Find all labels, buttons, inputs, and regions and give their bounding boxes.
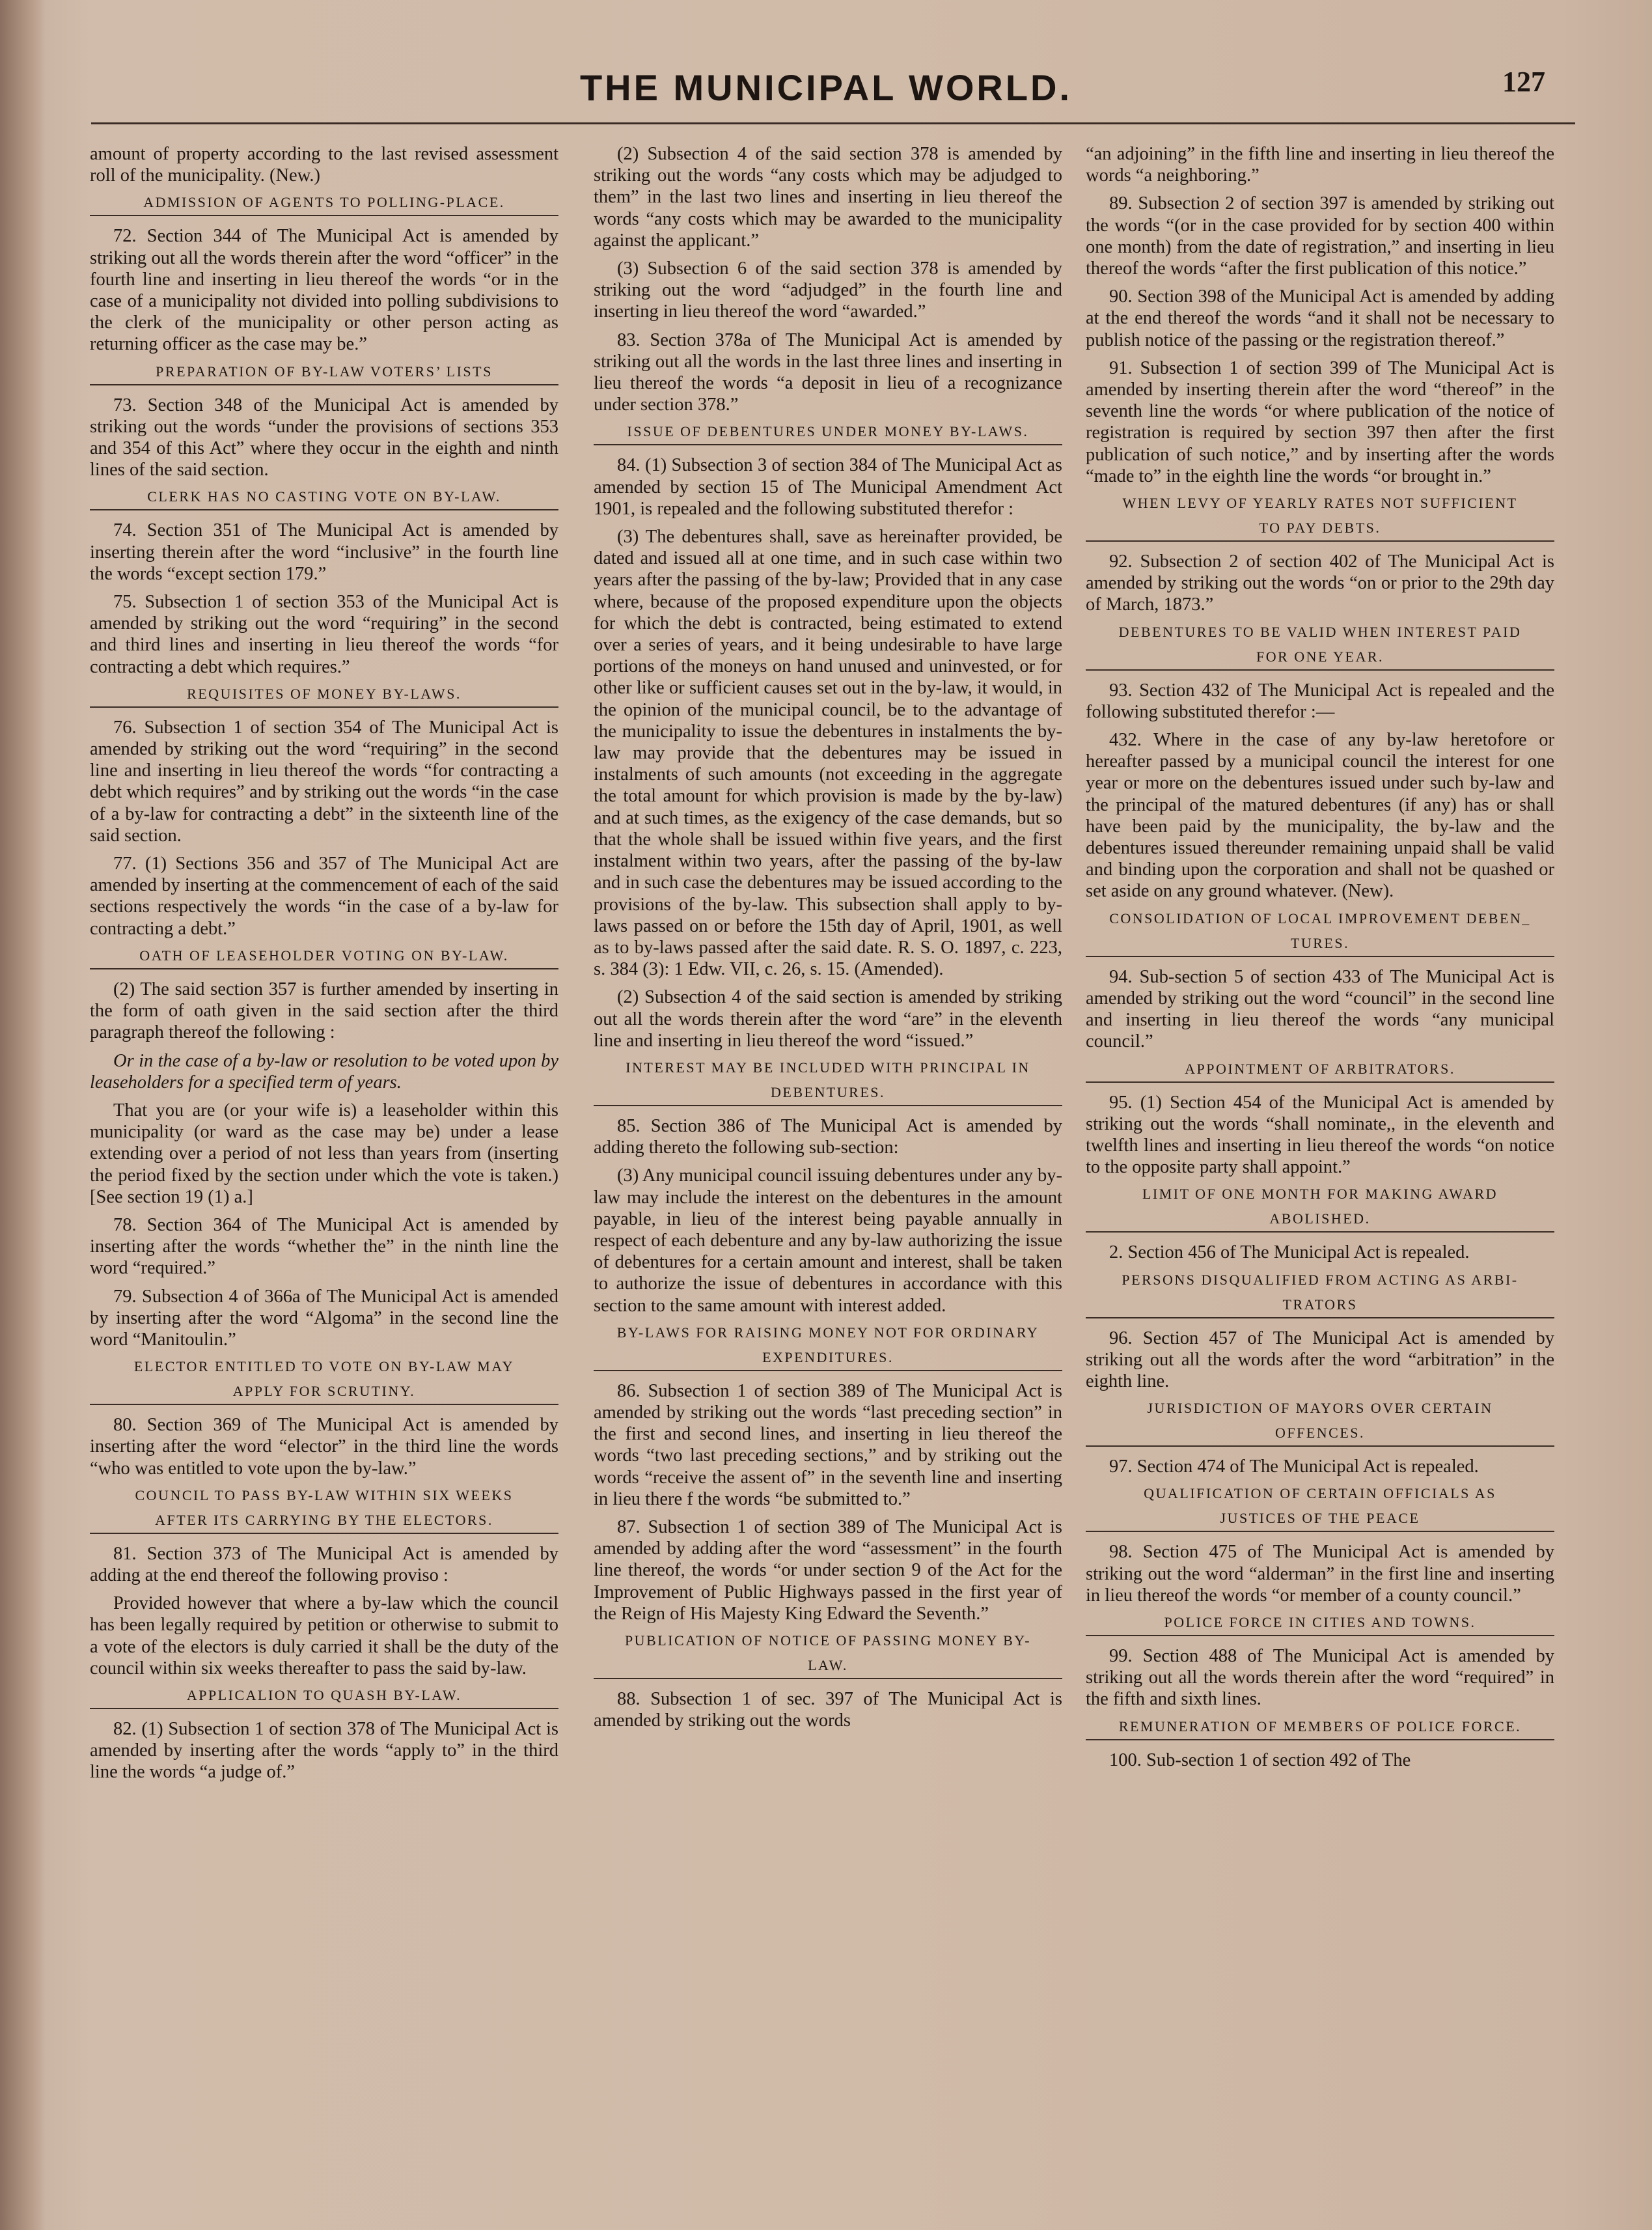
paragraph: 2. Section 456 of The Municipal Act is repealed. [1109, 1242, 1470, 1263]
paragraph: (2) Subsection 4 of the said section is amended by striking out all the words therein after the word “are” in the eleventh line and inserting in lieu thereof the word “issued.” [594, 987, 1062, 1051]
section-heading: DEBENTURES. [594, 1083, 1062, 1106]
column-3 [1086, 143, 1554, 1777]
paragraph: 87. Subsection 1 of section 389 of The Municipal Act is amended by adding after the word “assessment” in the fourth line thereof, the words “or under section 9 of the Act for the Improvement of Public Highways passed in the first year of the Reign of His Majesty King Edward the Seventh.” [594, 1516, 1062, 1624]
paragraph: 99. Section 488 of The Municipal Act is amended by striking out all the words therein after the word “required” in the fifth and sixth lines. [1086, 1645, 1554, 1710]
section-heading: LIMIT OF ONE MONTH FOR MAKING AWARD [1142, 1186, 1498, 1203]
paragraph: 85. Section 386 of The Municipal Act is amended by adding thereto the following sub-section: [594, 1115, 1062, 1158]
section-heading: TO PAY DEBTS. [1086, 518, 1554, 542]
paragraph: 97. Section 474 of The Municipal Act is repealed. [1109, 1456, 1479, 1477]
section-heading: AFTER ITS CARRYING BY THE ELECTORS. [90, 1511, 558, 1534]
paragraph: 74. Section 351 of The Municipal Act is amended by inserting therein after the word “inclusive” in the fourth line the words “except section 179.” [90, 520, 558, 584]
section-heading: JURISDICTION OF MAYORS OVER CERTAIN [1147, 1400, 1493, 1417]
paragraph: 80. Section 369 of The Municipal Act is amended by inserting after the word “elector” in the third line the words “who was entitled to vote upon the by-law.” [90, 1415, 558, 1479]
paragraph: 86. Subsection 1 of section 389 of The Municipal Act is amended by striking out the words “last preceding section” in the first and second lines, and inserting in lieu thereof the words “two last preceding sections,” and by striking out the words “receive the assent of” in the seventh line and inserting in lieu there f the words “be submitted to.” [594, 1380, 1062, 1509]
paragraph: 84. (1) Subsection 3 of section 384 of The Municipal Act as amended by section 15 of The Municipal Amendment Act 1901, is repealed and the following substituted therefor : [594, 455, 1062, 519]
section-heading: FOR ONE YEAR. [1086, 647, 1554, 671]
paragraph: Or in the case of a by-law or resolution to be voted upon by leaseholders for a specified term of years. [90, 1050, 558, 1093]
paragraph: 78. Section 364 of The Municipal Act is amended by inserting after the words “whether the” in the ninth line the word “required.” [90, 1214, 558, 1279]
paragraph: 94. Sub-section 5 of section 433 of The Municipal Act is amended by striking out the word “council” in the second line and inserting in lieu thereof the words “any municipal council.” [1086, 966, 1554, 1052]
paragraph: “an adjoining” in the fifth line and inserting in lieu thereof the words “a neighboring.” [1086, 144, 1554, 186]
paragraph: 76. Subsection 1 of section 354 of The Municipal Act is amended by striking out the word “requiring” in the second line and inserting in lieu thereof the words “for contracting a debt which requires” and by striking out the words “in the case of a by-law for contracting a debt” in the sixteenth line of the said section. [90, 717, 558, 846]
paragraph: 95. (1) Section 454 of the Municipal Act is amended by striking out the words “shall nominate,, in the eleventh and twelfth lines and inserting in lieu thereof the words “on notice to the opposite party shall appoint.” [1086, 1092, 1554, 1178]
section-heading: LAW. [594, 1656, 1062, 1679]
paragraph: 92. Subsection 2 of section 402 of The Municipal Act is amended by striking out the words “on or prior to the 29th day of March, 1873.” [1086, 551, 1554, 615]
section-heading: ADMISSION OF AGENTS TO POLLING-PLACE. [90, 193, 558, 216]
section-heading: ELECTOR ENTITLED TO VOTE ON BY-LAW MAY [133, 1358, 515, 1375]
paragraph: (3) The debentures shall, save as hereinafter provided, be dated and issued all at one time, and in such case within two years after the passing of the by-law; Provided that in any case where, because of the proposed expenditure upon the objects for which the debt is contracted, being estimated to extend over a series of years, and it being undesirable to have large portions of the moneys on hand unused and uninvested, or for other like or sufficient causes set out in the by-law, it would, in the opinion of the municipal council, be to the advantage of the municipality to issue the debentures in instalments the by-law may provide that the debentures may be issued in instalments of such amounts (not exceeding in the aggregate the total amount for which provision is made by the by-law) and at such times, as the exigency of the case demands, but so that the whole shall be issued within five years, and the first instalment within two years, after the passing of the by-law and in such case the debentures may be issued according to the provisions of the by-law. This subsection shall apply to by-laws passed on or before the 15th day of April, 1901, as well as to by-laws passed after the said date. R. S. O. 1897, c. 223, s. 384 (3): 1 Edw. VII, c. 26, s. 15. (Amended). [594, 527, 1062, 980]
paragraph: 73. Section 348 of the Municipal Act is amended by striking out the words “under the provisions of sections 353 and 354 of this Act” where they occur in the eighth and ninth lines of the said section. [90, 395, 558, 481]
paragraph: 432. Where in the case of any by-law heretofore or hereafter passed by a municipal council the interest for one year or more on the debentures issued under such by-law and the principal of the matured debentures (if any) has or shall have been paid by the municipality, the by-law and the debentures issued thereunder remaining unpaid shall be valid and binding upon the corporation and shall not be quashed or set aside on any ground whatever. (New). [1086, 730, 1554, 902]
section-heading: WHEN LEVY OF YEARLY RATES NOT SUFFICIENT [1122, 495, 1518, 512]
binding-shadow [0, 0, 46, 2230]
paragraph: 82. (1) Subsection 1 of section 378 of The Municipal Act is amended by inserting after the words “apply to” in the third line the words “a judge of.” [90, 1718, 558, 1783]
section-heading: PERSONS DISQUALIFIED FROM ACTING AS ARBI- [1122, 1271, 1519, 1288]
section-heading: TRATORS [1086, 1295, 1554, 1318]
paragraph: 75. Subsection 1 of section 353 of the Municipal Act is amended by striking out the word “requiring” in the second and third lines and inserting in lieu thereof the words “for contracting a debt which requires.” [90, 592, 558, 677]
section-heading: POLICE FORCE IN CITIES AND TOWNS. [1086, 1613, 1554, 1636]
page-number: 127 [1502, 66, 1545, 98]
section-heading: CONSOLIDATION OF LOCAL IMPROVEMENT DEBEN_ [1109, 910, 1531, 927]
paragraph: (3) Any municipal council issuing debentures under any by-law may include the interest on the debentures in the amount payable, in lieu of the interest being payable annually in respect of each debenture and any by-law authorizing the issue of debentures for a certain amount and interest, shall be taken to authorize the issue of debentures in accordance with this section to the same amount with interest added. [594, 1165, 1062, 1316]
paragraph: 83. Section 378a of The Municipal Act is amended by striking out all the words in the last three lines and inserting in lieu thereof the words “a deposit in lieu of a recognizance under section 378.” [594, 329, 1062, 415]
section-heading: COUNCIL TO PASS BY-LAW WITHIN SIX WEEKS [135, 1486, 514, 1503]
section-heading: APPLY FOR SCRUTINY. [90, 1382, 558, 1405]
section-heading: REMUNERATION OF MEMBERS OF POLICE FORCE. [1086, 1717, 1554, 1740]
section-heading: PREPARATION OF BY-LAW VOTERS’ LISTS [90, 362, 558, 385]
column-1 [90, 143, 558, 1790]
paragraph: 96. Section 457 of The Municipal Act is amended by striking out all the words after the word “arbitration” in the eighth line. [1086, 1328, 1554, 1391]
section-heading: OFFENCES. [1086, 1423, 1554, 1447]
paragraph: That you are (or your wife is) a leaseholder within this municipality (or ward as the case may be) under a lease extending over a period of not less than years from (inserting the period fixed by the section under which the vote is taken.) [See section 19 (1) a.] [90, 1100, 558, 1207]
publication-title: THE MUNICIPAL WORLD. [579, 67, 1073, 108]
paragraph: 77. (1) Sections 356 and 357 of The Municipal Act are amended by inserting at the commencement of each of the said sections respectively the words “in the case of a by-law for contracting a debt.” [90, 854, 558, 939]
section-heading: CLERK HAS NO CASTING VOTE ON BY-LAW. [90, 487, 558, 510]
paragraph: 79. Subsection 4 of 366a of The Municipal Act is amended by inserting after the word “Algoma” in the second line the word “Manitoulin.” [90, 1286, 558, 1350]
paragraph: 93. Section 432 of The Municipal Act is repealed and the following substituted therefor :— [1086, 680, 1554, 722]
paragraph: 88. Subsection 1 of sec. 397 of The Municipal Act is amended by striking out the words [594, 1688, 1062, 1731]
section-heading: INTEREST MAY BE INCLUDED WITH PRINCIPAL IN [626, 1059, 1030, 1076]
masthead [0, 60, 1652, 132]
section-heading: PUBLICATION OF NOTICE OF PASSING MONEY BY- [624, 1632, 1032, 1649]
section-heading: ABOLISHED. [1086, 1209, 1554, 1233]
section-heading: BY-LAWS FOR RAISING MONEY NOT FOR ORDINARY [616, 1324, 1039, 1341]
paragraph: 90. Section 398 of the Municipal Act is amended by adding at the end thereof the words “and it shall not be necessary to publish notice of the passing or the registration thereof.” [1086, 286, 1554, 350]
column-2 [594, 143, 1062, 1738]
section-heading: ISSUE OF DEBENTURES UNDER MONEY BY-LAWS. [594, 422, 1062, 445]
section-heading: EXPENDITURES. [594, 1348, 1062, 1371]
paragraph: amount of property according to the last revised assessment roll of the municipality. (New.) [90, 144, 558, 186]
paragraph: 100. Sub-section 1 of section 492 of The [1109, 1749, 1411, 1770]
masthead-rule [91, 122, 1575, 124]
paragraph: Provided however that where a by-law which the council has been legally required by petition or otherwise to submit to a vote of the electors is duly carried it shall be the duty of the council within six weeks thereafter to pass the said by-law. [90, 1593, 558, 1679]
section-heading: APPLICALION TO QUASH BY-LAW. [90, 1686, 558, 1709]
section-heading: TURES. [1086, 934, 1554, 957]
section-heading: DEBENTURES TO BE VALID WHEN INTEREST PAID [1118, 623, 1522, 640]
section-heading: QUALIFICATION OF CERTAIN OFFICIALS AS [1144, 1485, 1496, 1502]
section-heading: OATH OF LEASEHOLDER VOTING ON BY-LAW. [90, 946, 558, 969]
section-heading: REQUISITES OF MONEY BY-LAWS. [90, 684, 558, 708]
paragraph: (2) Subsection 4 of the said section 378 is amended by striking out the words “any costs which may be adjudged to them” in the last two lines and inserting in lieu thereof the words “any costs which may be awarded to the municipality against the applicant.” [594, 144, 1062, 251]
paragraph: 98. Section 475 of The Municipal Act is amended by striking out the word “alderman” in the first line and inserting in lieu thereof the words “or member of a county council.” [1086, 1542, 1554, 1606]
paragraph: (3) Subsection 6 of the said section 378 is amended by striking out the word “adjudged” in the fourth line and inserting in lieu thereof the word “awarded.” [594, 258, 1062, 322]
paragraph: 91. Subsection 1 of section 399 of The Municipal Act is amended by inserting therein after the word “thereof” in the seventh line the words “or where publication of the notice of registration is required by section 397 then after the first publication of such notice,” and by inserting after the words “made to” in the eighth line the words “or brought in.” [1086, 357, 1554, 486]
section-heading: APPOINTMENT OF ARBITRATORS. [1086, 1059, 1554, 1083]
paragraph: 81. Section 373 of The Municipal Act is amended by adding at the end thereof the following proviso : [90, 1543, 558, 1585]
paragraph: 89. Subsection 2 of section 397 is amended by striking out the words “(or in the case provided for by section 400 within one month) from the date of registration,” and inserting in lieu thereof the words “after the first publication of this notice.” [1086, 193, 1554, 279]
section-heading: JUSTICES OF THE PEACE [1086, 1509, 1554, 1532]
paragraph: (2) The said section 357 is further amended by inserting in the form of oath given in the said section after the third paragraph thereof the following : [90, 979, 558, 1043]
paragraph: 72. Section 344 of The Municipal Act is amended by striking out all the words therein after the word “officer” in the fourth line and inserting in lieu thereof the words “or in the case of a municipality not divided into polling subdivisions to the clerk of the municipality or other person acting as returning officer as the case may be.” [90, 226, 558, 355]
